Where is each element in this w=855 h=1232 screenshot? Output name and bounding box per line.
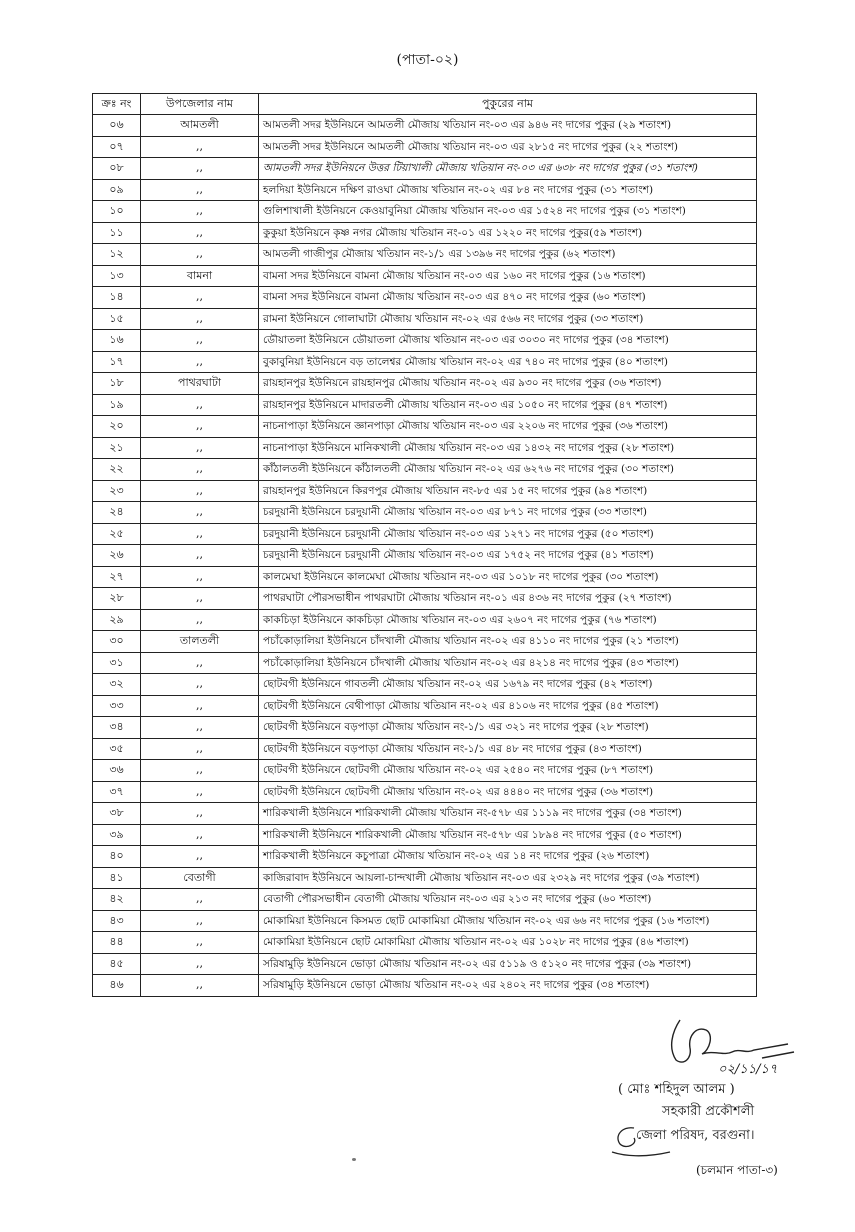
pond-name-cell: পচাঁকোড়ালিয়া ইউনিয়নে চাঁদখালী মৌজায় খতিয়ান নং-০২ এর ৪২১৪ নং দাগের পুকুর (৪৩ শতাংশ) <box>259 652 757 674</box>
table-row <box>93 437 757 459</box>
serial-cell: ১৯ <box>93 394 141 416</box>
pond-name-cell: রায়হানপুর ইউনিয়নে রায়হানপুর মৌজায় খতিয়ান নং-০২ এর ৯৩০ নং দাগের পুকুর (৩৬ শতাংশ) <box>259 373 757 395</box>
pond-name-cell: হলদিয়া ইউনিয়নে দক্ষিণ রাওঘা মৌজায় খতিয়ান নং-০২ এর ৮৪ নং দাগের পুকুর (৩১ শতাংশ) <box>259 179 757 201</box>
serial-cell: ১৬ <box>93 330 141 352</box>
serial-cell: ৪০ <box>93 846 141 868</box>
scan-speck <box>352 1158 356 1161</box>
serial-cell: ২৪ <box>93 502 141 524</box>
upazila-cell: ,, <box>141 609 259 631</box>
serial-cell: ১২ <box>93 244 141 266</box>
upazila-cell: ,, <box>141 523 259 545</box>
table-row <box>93 846 757 868</box>
upazila-header: উপজেলার নাম <box>141 94 259 115</box>
pond-name-cell: রায়হানপুর ইউনিয়নে মাদারতলী মৌজায় খতিয়ান নং-০৩ এর ১০৫০ নং দাগের পুকুর (৪৭ শতাংশ) <box>259 394 757 416</box>
pond-name-cell: নাচনাপাড়া ইউনিয়নে মানিকখালী মৌজায় খতিয়ান নং-০৩ এর ১৪৩২ নং দাগের পুকুর (২৮ শতাংশ) <box>259 437 757 459</box>
serial-header: ক্রঃ নং <box>93 94 141 115</box>
pond-name-cell: সরিষামুড়ি ইউনিয়নে ভোড়া মৌজায় খতিয়ান নং-০২ এর ৫১১৯ ও ৫১২০ নং দাগের পুকুর (৩৯ শতাংশ) <box>259 953 757 975</box>
serial-cell: ০৭ <box>93 136 141 158</box>
table-row <box>93 459 757 481</box>
pond-name-cell: ছোটবগী ইউনিয়নে বেথীপাড়া মৌজায় খতিয়ান নং-০২ এর ৪১০৬ নং দাগের পুকুর (৪৫ শতাংশ) <box>259 695 757 717</box>
table-row <box>93 932 757 954</box>
serial-cell: ১১ <box>93 222 141 244</box>
serial-cell: ৩৪ <box>93 717 141 739</box>
upazila-cell: ,, <box>141 695 259 717</box>
pond-name-cell: রামনা ইউনিয়নে গোলাঘাটা মৌজায় খতিয়ান নং-০২ এর ৫৬৬ নং দাগের পুকুর (৩৩ শতাংশ) <box>259 308 757 330</box>
upazila-cell: ,, <box>141 674 259 696</box>
pond-name-cell: কাঁঠালতলী ইউনিয়নে কাঁঠালতলী মৌজায় খতিয়ান নং-০২ এর ৬২৭৬ নং দাগের পুকুর (৩০ শতাংশ) <box>259 459 757 481</box>
serial-cell: ১৫ <box>93 308 141 330</box>
pond-name-cell: রায়হানপুর ইউনিয়নে কিরণপুর মৌজায় খতিয়ান নং-৮৫ এর ১৫ নং দাগের পুকুর (৯৪ শতাংশ) <box>259 480 757 502</box>
table-row <box>93 975 757 997</box>
upazila-cell: ,, <box>141 545 259 567</box>
pond-name-header: পুকুরের নাম <box>259 94 757 115</box>
table-row <box>93 201 757 223</box>
table-row <box>93 760 757 782</box>
table-row <box>93 609 757 631</box>
table-row <box>93 158 757 180</box>
upazila-cell: ,, <box>141 566 259 588</box>
upazila-cell: ,, <box>141 910 259 932</box>
table-row <box>93 136 757 158</box>
table-row <box>93 416 757 438</box>
table-row <box>93 330 757 352</box>
table-row <box>93 738 757 760</box>
pond-name-cell: কালমেঘা ইউনিয়নে কালমেঘা মৌজায় খতিয়ান নং-০৩ এর ১০১৮ নং দাগের পুকুর (৩০ শতাংশ) <box>259 566 757 588</box>
table-row <box>93 308 757 330</box>
table-row <box>93 889 757 911</box>
table-row <box>93 803 757 825</box>
pond-name-cell: ছোটবগী ইউনিয়নে গাবতলী মৌজায় খতিয়ান নং-০২ এর ১৬৭৯ নং দাগের পুকুর (৪২ শতাংশ) <box>259 674 757 696</box>
serial-cell: ৪৪ <box>93 932 141 954</box>
serial-cell: ২৬ <box>93 545 141 567</box>
table-row <box>93 244 757 266</box>
upazila-cell: ,, <box>141 136 259 158</box>
upazila-cell: ,, <box>141 416 259 438</box>
serial-cell: ৩৫ <box>93 738 141 760</box>
pond-name-cell: ছোটবগী ইউনিয়নে বড়পাড়া মৌজায় খতিয়ান নং-১/১ এর ৪৮ নং দাগের পুকুর (৪৩ শতাংশ) <box>259 738 757 760</box>
serial-cell: ২০ <box>93 416 141 438</box>
table-row <box>93 480 757 502</box>
pond-name-cell: শারিকখালী ইউনিয়নে শারিকখালী মৌজায় খতিয়ান নং-৫৭৮ এর ১১১৯ নং দাগের পুকুর (৩৪ শতাংশ) <box>259 803 757 825</box>
upazila-cell: আমতলী <box>141 115 259 137</box>
upazila-cell: ,, <box>141 179 259 201</box>
officer-office: জেলা পরিষদ, বরগুনা। <box>636 1128 755 1143</box>
serial-cell: ০৯ <box>93 179 141 201</box>
table-row <box>93 717 757 739</box>
officer-name: ( মোঃ শহিদুল আলম ) <box>618 1082 735 1097</box>
serial-cell: ২২ <box>93 459 141 481</box>
upazila-cell: ,, <box>141 308 259 330</box>
upazila-cell: ,, <box>141 652 259 674</box>
continued-page-note: (চলমান পাতা-৩) <box>696 1163 778 1177</box>
pond-name-cell: শারিকখালী ইউনিয়নে কচুপাত্রা মৌজায় খতিয়ান নং-০২ এর ১৪ নং দাগের পুকুর (২৬ শতাংশ) <box>259 846 757 868</box>
pond-name-cell: গুলিশাখালী ইউনিয়নে কেওয়াবুনিয়া মৌজায় খতিয়ান নং-০৩ এর ১৫২৪ নং দাগের পুকুর (৩১ শতাংশ) <box>259 201 757 223</box>
serial-cell: ৩৬ <box>93 760 141 782</box>
serial-cell: ১০ <box>93 201 141 223</box>
pond-name-cell: আমতলী গাজীপুর মৌজায় খতিয়ান নং-১/১ এর ১৩৯৬ নং দাগের পুকুর (৬২ শতাংশ) <box>259 244 757 266</box>
pond-name-cell: বেতাগী পৌরসভাধীন বেতাগী মৌজায় খতিয়ান নং-০৩ এর ২১৩ নং দাগের পুকুর (৬০ শতাংশ) <box>259 889 757 911</box>
pond-name-cell: ছোটবগী ইউনিয়নে ছোটবগী মৌজায় খতিয়ান নং-০২ এর ৪৪৪০ নং দাগের পুকুর (৩৬ শতাংশ) <box>259 781 757 803</box>
upazila-cell: পাথরঘাটা <box>141 373 259 395</box>
serial-cell: ৪৫ <box>93 953 141 975</box>
table-row <box>93 222 757 244</box>
upazila-cell: ,, <box>141 760 259 782</box>
upazila-cell: ,, <box>141 588 259 610</box>
upazila-cell: ,, <box>141 480 259 502</box>
upazila-cell: বামনা <box>141 265 259 287</box>
signature-date: ০২/১১/১৭ <box>718 1062 778 1077</box>
pond-name-cell: ডৌয়াতলা ইউনিয়নে ডৌয়াতলা মৌজায় খতিয়ান নং-০৩ এর ৩০৩০ নং দাগের পুকুর (৩৪ শতাংশ) <box>259 330 757 352</box>
table-row <box>93 523 757 545</box>
upazila-cell: ,, <box>141 330 259 352</box>
upazila-cell: ,, <box>141 781 259 803</box>
table-row <box>93 373 757 395</box>
upazila-cell: ,, <box>141 287 259 309</box>
pond-name-cell: চরদুয়ানী ইউনিয়নে চরদুয়ানী মৌজায় খতিয়ান নং-০৩ এর ১৭৫২ নং দাগের পুকুর (৪১ শতাংশ) <box>259 545 757 567</box>
upazila-cell: বেতাগী <box>141 867 259 889</box>
pond-name-cell: বামনা সদর ইউনিয়নে বামনা মৌজায় খতিয়ান নং-০৩ এর ৪৭০ নং দাগের পুকুর (৬০ শতাংশ) <box>259 287 757 309</box>
serial-cell: ১৮ <box>93 373 141 395</box>
upazila-cell: ,, <box>141 975 259 997</box>
upazila-cell: ,, <box>141 803 259 825</box>
upazila-cell: ,, <box>141 738 259 760</box>
pond-name-cell: ছোটবগী ইউনিয়নে ছোটবগী মৌজায় খতিয়ান নং-০২ এর ২৫৪০ নং দাগের পুকুর (৮৭ শতাংশ) <box>259 760 757 782</box>
table-row <box>93 781 757 803</box>
pond-name-cell: পচাঁকোড়ালিয়া ইউনিয়নে চাঁদখালী মৌজায় খতিয়ান নং-০২ এর ৪১১০ নং দাগের পুকুর (২১ শতাংশ) <box>259 631 757 653</box>
pond-name-cell: সরিষামুড়ি ইউনিয়নে ভোড়া মৌজায় খতিয়ান নং-০২ এর ২৪০২ নং দাগের পুকুর (৩৪ শতাংশ) <box>259 975 757 997</box>
upazila-cell: ,, <box>141 953 259 975</box>
pond-list-table <box>92 93 757 997</box>
table-row <box>93 115 757 137</box>
table-row <box>93 287 757 309</box>
officer-designation: সহকারী প্রকৌশলী <box>662 1104 755 1119</box>
pond-name-cell: বুকাবুনিয়া ইউনিয়নে বড় তালেশ্বর মৌজায় খতিয়ান নং-০২ এর ৭৪০ নং দাগের পুকুর (৪০ শতাংশ) <box>259 351 757 373</box>
table-row <box>93 265 757 287</box>
upazila-cell: তালতলী <box>141 631 259 653</box>
serial-cell: ১৪ <box>93 287 141 309</box>
upazila-cell: ,, <box>141 502 259 524</box>
serial-cell: ১৩ <box>93 265 141 287</box>
table-row <box>93 566 757 588</box>
serial-cell: ৪১ <box>93 867 141 889</box>
serial-cell: ০৮ <box>93 158 141 180</box>
table-row <box>93 953 757 975</box>
serial-cell: ৩৯ <box>93 824 141 846</box>
serial-cell: ২৮ <box>93 588 141 610</box>
pond-name-cell: শারিকখালী ইউনিয়নে শারিকখালী মৌজায় খতিয়ান নং-৫৭৮ এর ১৮৯৪ নং দাগের পুকুর (৫০ শতাংশ) <box>259 824 757 846</box>
table-row <box>93 652 757 674</box>
upazila-cell: ,, <box>141 201 259 223</box>
table-row <box>93 351 757 373</box>
upazila-cell: ,, <box>141 459 259 481</box>
pond-name-cell: আমতলী সদর ইউনিয়নে আমতলী মৌজায় খতিয়ান নং-০৩ এর ২৮১৫ নং দাগের পুকুর (২২ শতাংশ) <box>259 136 757 158</box>
upazila-cell: ,, <box>141 932 259 954</box>
serial-cell: ২১ <box>93 437 141 459</box>
table-row <box>93 588 757 610</box>
serial-cell: ১৭ <box>93 351 141 373</box>
upazila-cell: ,, <box>141 158 259 180</box>
pond-name-cell: পাথরঘাটা পৌরসভাধীন পাথরঘাটা মৌজায় খতিয়ান নং-০১ এর ৪৩৬ নং দাগের পুকুর (২৭ শতাংশ) <box>259 588 757 610</box>
table-row <box>93 179 757 201</box>
pond-name-cell: নাচনাপাড়া ইউনিয়নে জ্ঞানপাড়া মৌজায় খতিয়ান নং-০৩ এর ২২০৬ নং দাগের পুকুর (৩৬ শতাংশ) <box>259 416 757 438</box>
serial-cell: ৩৩ <box>93 695 141 717</box>
upazila-cell: ,, <box>141 824 259 846</box>
serial-cell: ৩৭ <box>93 781 141 803</box>
pond-name-cell: চরদুয়ানী ইউনিয়নে চরদুয়ানী মৌজায় খতিয়ান নং-০৩ এর ১২৭১ নং দাগের পুকুর (৫০ শতাংশ) <box>259 523 757 545</box>
serial-cell: ৪২ <box>93 889 141 911</box>
pond-name-cell: কাজিরাবাদ ইউনিয়নে আয়লা-চান্দখালী মৌজায় খতিয়ান নং-০৩ এর ২৩২৯ নং দাগের পুকুর (৩৯ শতাংশ) <box>259 867 757 889</box>
upazila-cell: ,, <box>141 222 259 244</box>
serial-cell: ২৩ <box>93 480 141 502</box>
upazila-cell: ,, <box>141 351 259 373</box>
pond-name-cell: মোকামিয়া ইউনিয়নে ছোট মোকামিয়া মৌজায় খতিয়ান নং-০২ এর ১০২৮ নং দাগের পুকুর (৪৬ শতাংশ) <box>259 932 757 954</box>
serial-cell: ০৬ <box>93 115 141 137</box>
pond-name-cell: আমতলী সদর ইউনিয়নে আমতলী মৌজায় খতিয়ান নং-০৩ এর ৯৪৬ নং দাগের পুকুর (২৯ শতাংশ) <box>259 115 757 137</box>
upazila-cell: ,, <box>141 717 259 739</box>
pond-name-cell: বামনা সদর ইউনিয়নে বামনা মৌজায় খতিয়ান নং-০৩ এর ১৬০ নং দাগের পুকুর (১৬ শতাংশ) <box>259 265 757 287</box>
pond-name-cell: চরদুয়ানী ইউনিয়নে চরদুয়ানী মৌজায় খতিয়ান নং-০৩ এর ৮৭১ নং দাগের পুকুর (৩৩ শতাংশ) <box>259 502 757 524</box>
table-row <box>93 867 757 889</box>
table-row <box>93 910 757 932</box>
upazila-cell: ,, <box>141 889 259 911</box>
serial-cell: ৩৮ <box>93 803 141 825</box>
pond-name-cell: মোকামিয়া ইউনিয়নে কিসমত ছোট মোকামিয়া মৌজায় খতিয়ান নং-০২ এর ৬৬ নং দাগের পুকুর (১৬ শতাংশ) <box>259 910 757 932</box>
serial-cell: ২৭ <box>93 566 141 588</box>
pond-name-cell: কাকচিড়া ইউনিয়নে কাকচিড়া মৌজায় খতিয়ান নং-০৩ এর ২৬০৭ নং দাগের পুকুর (৭৬ শতাংশ) <box>259 609 757 631</box>
serial-cell: ৪৬ <box>93 975 141 997</box>
table-header-row <box>93 94 757 115</box>
page-number: (পাতা-০২) <box>396 52 459 68</box>
table-row <box>93 394 757 416</box>
table-row <box>93 545 757 567</box>
table-row <box>93 502 757 524</box>
serial-cell: ৩১ <box>93 652 141 674</box>
pond-name-cell: ছোটবগী ইউনিয়নে বড়পাড়া মৌজায় খতিয়ান নং-১/১ এর ৩২১ নং দাগের পুকুর (২৮ শতাংশ) <box>259 717 757 739</box>
upazila-cell: ,, <box>141 244 259 266</box>
pond-name-cell: আমতলী সদর ইউনিয়নে উত্তর টিয়াখালী মৌজায় খতিয়ান নং-০৩ এর ৬৩৮ নং দাগের পুকুর (৩১ শতাংশ) <box>259 158 757 180</box>
table-row <box>93 824 757 846</box>
upazila-cell: ,, <box>141 846 259 868</box>
serial-cell: ৩২ <box>93 674 141 696</box>
signature-block <box>600 1010 855 1220</box>
pond-name-cell: কুকুয়া ইউনিয়নে কৃষ্ণ নগর মৌজায় খতিয়ান নং-০১ এর ১২২০ নং দাগের পুকুর(৫৯ শতাংশ) <box>259 222 757 244</box>
table-row <box>93 674 757 696</box>
serial-cell: ২৫ <box>93 523 141 545</box>
table-row <box>93 695 757 717</box>
upazila-cell: ,, <box>141 394 259 416</box>
serial-cell: ২৯ <box>93 609 141 631</box>
table-row <box>93 631 757 653</box>
upazila-cell: ,, <box>141 437 259 459</box>
serial-cell: ৪৩ <box>93 910 141 932</box>
serial-cell: ৩০ <box>93 631 141 653</box>
